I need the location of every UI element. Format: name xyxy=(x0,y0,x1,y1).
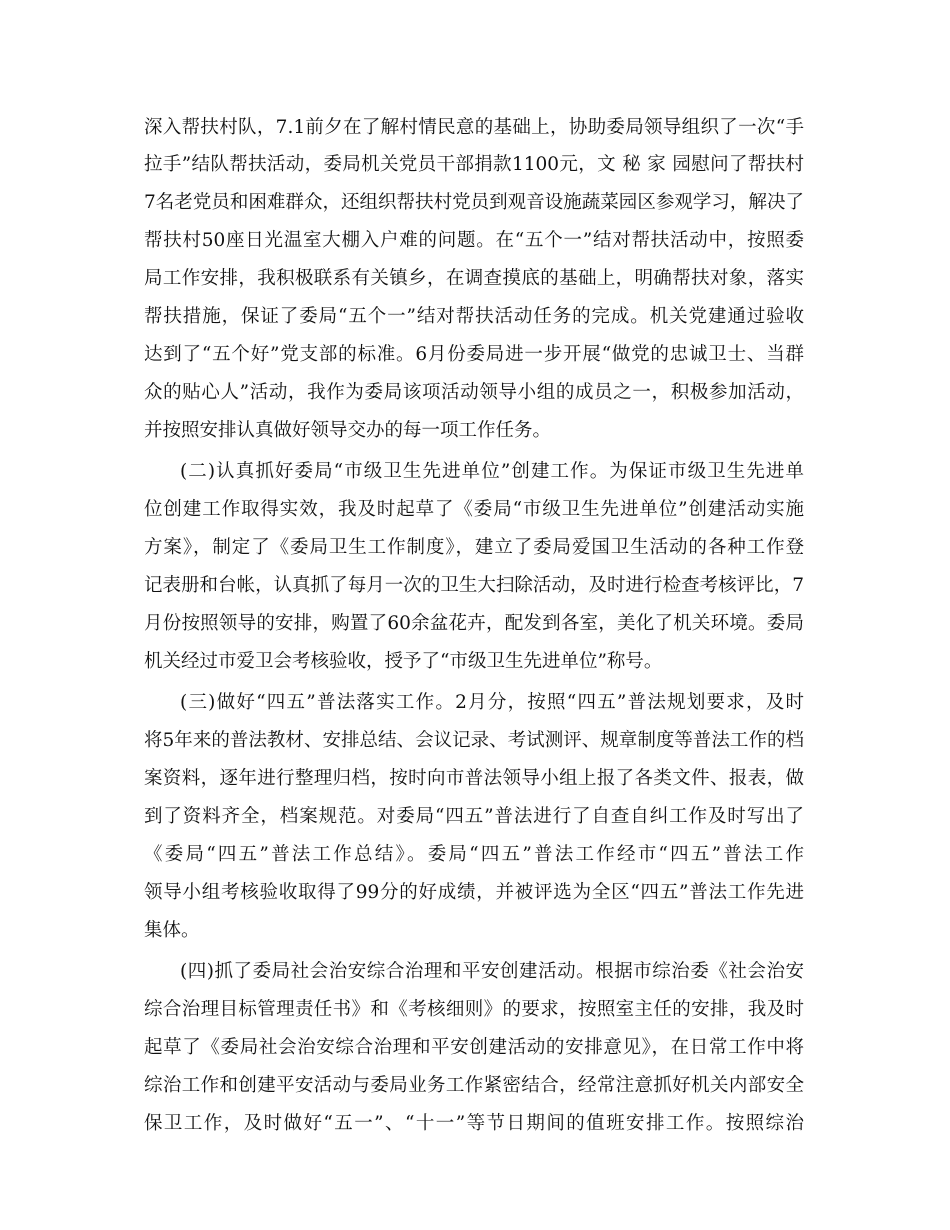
text-line: 起草了《委局社会治安综合治理和平安创建活动的安排意见》，在日常工作中将 xyxy=(144,1037,804,1058)
text-line: 综治工作和创建平安活动与委局业务工作紧密结合，经常注意抓好机关内部安全 xyxy=(144,1075,804,1096)
text-line: 深入帮扶村队，7.1前夕在了解村情民意的基础上，协助委局领导组织了一次“手 xyxy=(144,117,804,138)
text-line: 集体。 xyxy=(144,920,200,941)
paragraph-heading-line: (三)做好“四五”普法落实工作。2月分，按照“四五”普法规划要求，及时 xyxy=(180,692,804,713)
text-line: 帮扶村50座日光温室大棚入户难的问题。在“五个一”结对帮扶活动中，按照委 xyxy=(144,230,804,251)
text-line: 位创建工作取得实效，我及时起草了《委局“市级卫生先进单位”创建活动实施 xyxy=(144,499,804,520)
text-line: 记表册和台帐，认真抓了每月一次的卫生大扫除活动，及时进行检查考核评比，7 xyxy=(144,575,804,596)
text-line: 方案》，制定了《委局卫生工作制度》，建立了委局爱国卫生活动的各种工作登 xyxy=(144,537,804,558)
paragraph-heading-line: (二)认真抓好委局“市级卫生先进单位”创建工作。为保证市级卫生先进单 xyxy=(180,461,804,482)
text-line: 局工作安排，我积极联系有关镇乡，在调查摸底的基础上，明确帮扶对象，落实 xyxy=(144,268,804,289)
text-line: 保卫工作，及时做好“五一”、“十一”等节日期间的值班安排工作。按照综治 xyxy=(144,1113,804,1134)
text-line: 并按照安排认真做好领导交办的每一项工作任务。 xyxy=(144,420,552,441)
text-line: 众的贴心人”活动，我作为委局该项活动领导小组的成员之一，积极参加活动， xyxy=(144,382,804,403)
text-line: 7名老党员和困难群众，还组织帮扶村党员到观音设施蔬菜园区参观学习，解决了 xyxy=(144,192,804,213)
text-line: 领导小组考核验收取得了99分的好成绩，并被评选为全区“四五”普法工作先进 xyxy=(144,882,804,903)
text-line: 达到了“五个好”党支部的标准。6月份委局进一步开展“做党的忠诚卫士、当群 xyxy=(144,344,804,365)
text-line: 将5年来的普法教材、安排总结、会议记录、考试测评、规章制度等普法工作的档 xyxy=(144,730,804,751)
text-line: 月份按照领导的安排，购置了60余盆花卉，配发到各室，美化了机关环境。委局 xyxy=(144,613,804,634)
paragraph-heading-line: (四)抓了委局社会治安综合治理和平安创建活动。根据市综治委《社会治安 xyxy=(180,961,804,982)
text-line: 《委局“四五”普法工作总结》。委局“四五”普法工作经市“四五”普法工作 xyxy=(144,844,804,865)
text-line: 案资料，逐年进行整理归档，按时向市普法领导小组上报了各类文件、报表，做 xyxy=(144,768,804,789)
text-line: 拉手”结队帮扶活动，委局机关党员干部捐款1100元，文 秘 家 园慰问了帮扶村 xyxy=(144,154,804,175)
text-line: 综合治理目标管理责任书》和《考核细则》的要求，按照室主任的安排，我及时 xyxy=(144,999,804,1020)
text-line: 帮扶措施，保证了委局“五个一”结对帮扶活动任务的完成。机关党建通过验收 xyxy=(144,306,804,327)
text-line: 到了资料齐全，档案规范。对委局“四五”普法进行了自查自纠工作及时写出了 xyxy=(144,806,804,827)
text-line: 机关经过市爱卫会考核验收，授予了“市级卫生先进单位”称号。 xyxy=(144,651,663,672)
